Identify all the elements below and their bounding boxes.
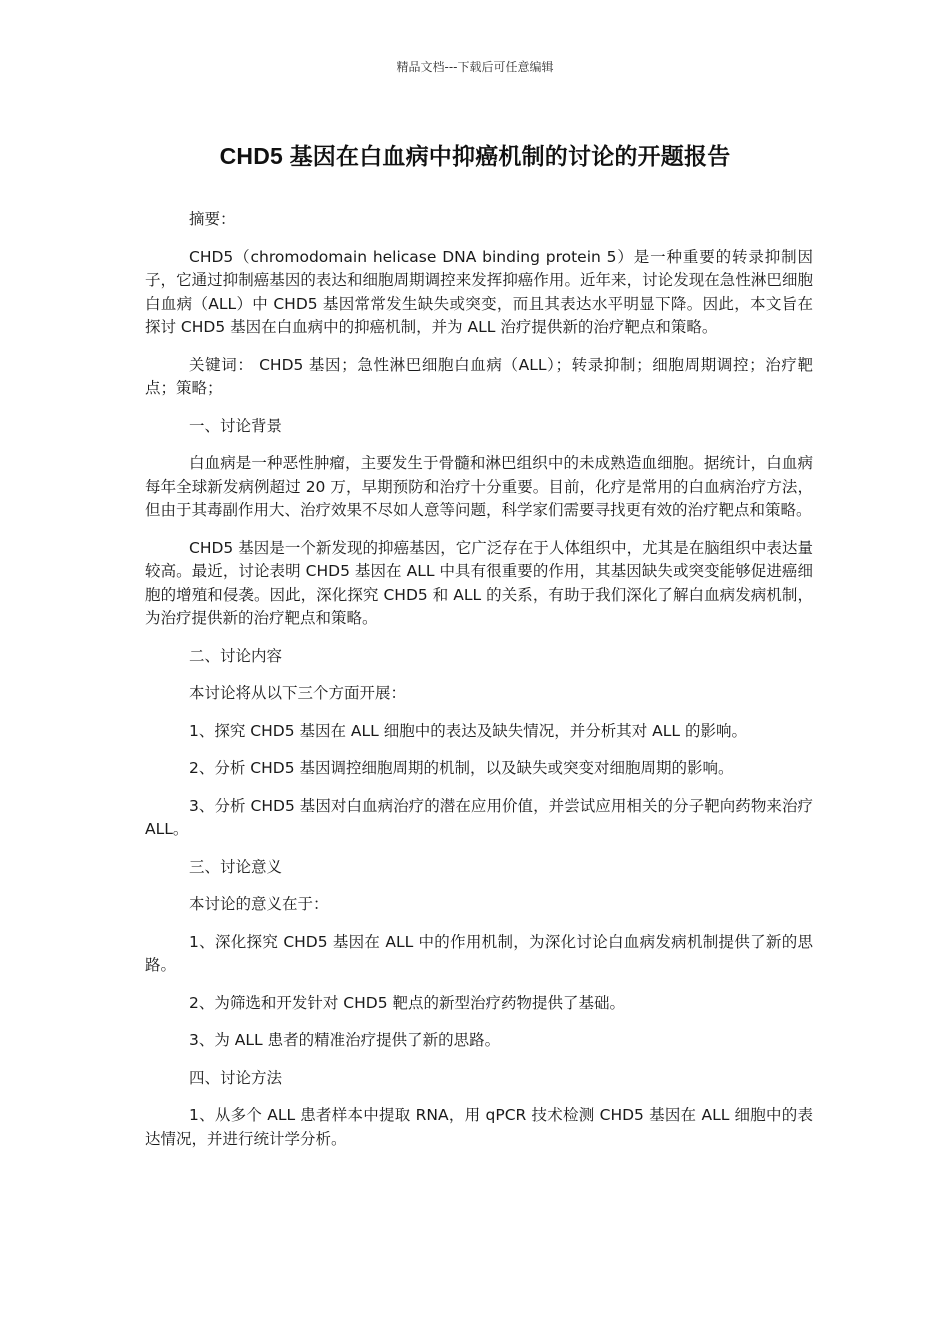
section-heading-significance: 三、讨论意义 bbox=[189, 857, 283, 876]
methods-item-1: 1、从多个 ALL 患者样本中提取 RNA，用 qPCR 技术检测 CHD5 基因在 ALL 细胞中的表达情况，并进行统计学分析。 bbox=[145, 1106, 813, 1148]
section-heading-content: 二、讨论内容 bbox=[189, 646, 283, 665]
content-item-1: 1、探究 CHD5 基因在 ALL 细胞中的表达及缺失情况，并分析其对 ALL 的影响。 bbox=[189, 721, 747, 740]
section-heading-background: 一、讨论背景 bbox=[189, 416, 283, 435]
background-paragraph-2: CHD5 基因是一个新发现的抑癌基因，它广泛存在于人体组织中，尤其是在脑组织中表达量较高。最近，讨论表明 CHD5 基因在 ALL 中具有很重要的作用，其基因缺失或突变能够促进癌细胞的增殖和侵袭。因此，深化探究 CHD5 和 ALL 的关系，有助于我们深化了解白血病发病机制，为治疗提供新的治疗靶点和策略。 bbox=[145, 538, 813, 627]
significance-intro: 本讨论的意义在于： bbox=[189, 895, 329, 913]
document-title: CHD5 基因在白血病中抑癌机制的讨论的开题报告 bbox=[219, 143, 731, 169]
abstract-paragraph: CHD5（chromodomain helicase DNA binding protein 5）是一种重要的转录抑制因子，它通过抑制癌基因的表达和细胞周期调控来发挥抑癌作用。近年来，讨论发现在急性淋巴细胞白血病（ALL）中 CHD5 基因常常发生缺失或突变，而且其表达水平明显下降。因此，本文旨在探讨 CHD5 基因在白血病中的抑癌机制，并为 ALL 治疗提供新的治疗靶点和策略。 bbox=[145, 247, 813, 336]
document-body bbox=[145, 208, 813, 1165]
content-item-2: 2、分析 CHD5 基因调控细胞周期的机制，以及缺失或突变对细胞周期的影响。 bbox=[189, 759, 734, 777]
significance-item-3: 3、为 ALL 患者的精准治疗提供了新的思路。 bbox=[189, 1031, 501, 1049]
content-intro: 本讨论将从以下三个方面开展： bbox=[189, 684, 407, 702]
background-paragraph-1: 白血病是一种恶性肿瘤，主要发生于骨髓和淋巴组织中的未成熟造血细胞。据统计，白血病每年全球新发病例超过 20 万，早期预防和治疗十分重要。目前，化疗是常用的白血病治疗方法，但由于其毒副作用大、治疗效果不尽如人意等问题，科学家们需要寻找更有效的治疗靶点和策略。 bbox=[145, 454, 813, 519]
content-item-3: 3、分析 CHD5 基因对白血病治疗的潜在应用价值，并尝试应用相关的分子靶向药物来治疗 ALL。 bbox=[145, 796, 813, 838]
section-heading-methods: 四、讨论方法 bbox=[189, 1068, 283, 1087]
significance-item-1: 1、深化探究 CHD5 基因在 ALL 中的作用机制，为深化讨论白血病发病机制提供了新的思路。 bbox=[145, 932, 813, 974]
page-header-watermark: 精品文档---下载后可任意编辑 bbox=[396, 60, 554, 74]
abstract-heading: 摘要： bbox=[189, 210, 236, 228]
keywords-paragraph: 关键词： CHD5 基因；急性淋巴细胞白血病（ALL）；转录抑制；细胞周期调控；治疗靶点；策略； bbox=[145, 355, 813, 397]
significance-item-2: 2、为筛选和开发针对 CHD5 靶点的新型治疗药物提供了基础。 bbox=[189, 993, 625, 1012]
